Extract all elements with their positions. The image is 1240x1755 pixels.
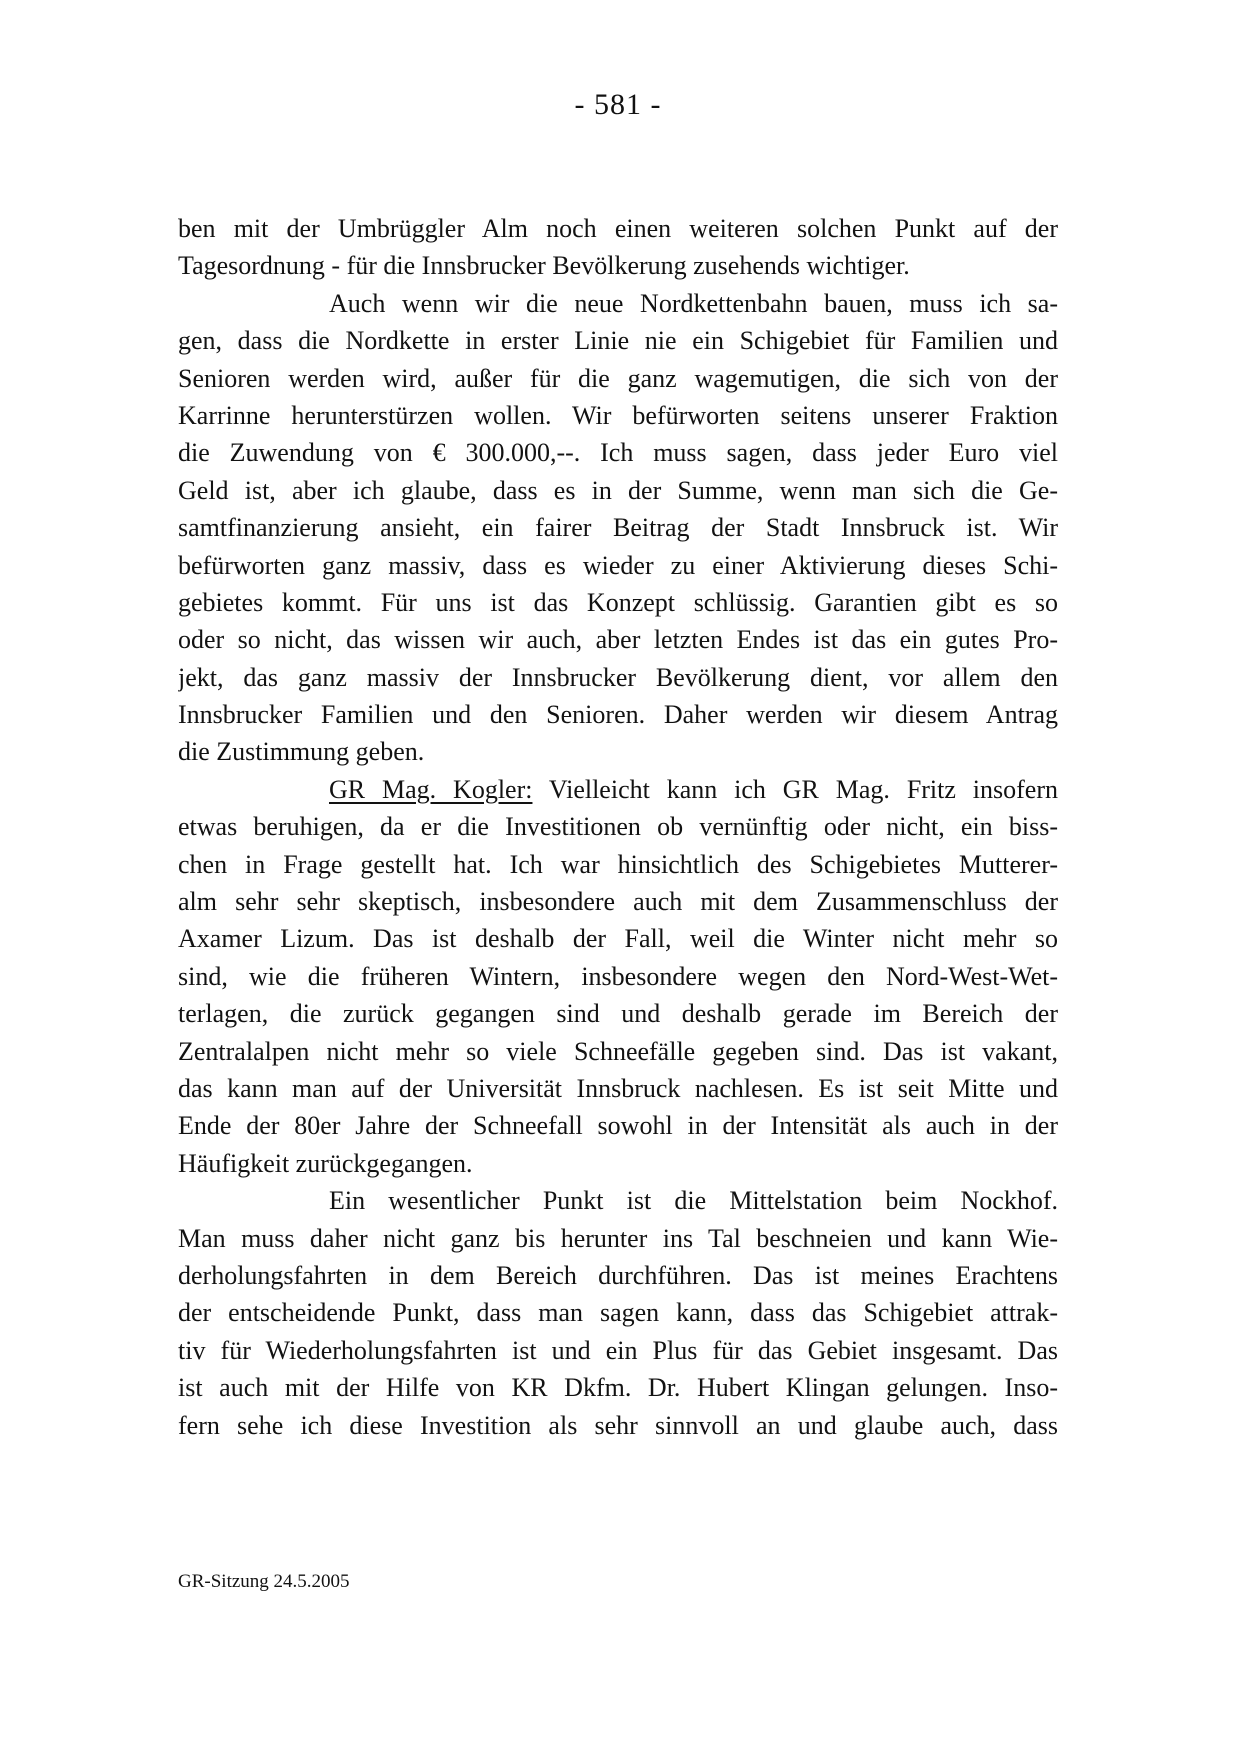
- text-line: die Zustimmung geben.: [178, 737, 425, 767]
- text-line: jekt, das ganz massiv der Innsbrucker Bevölkerung dient, vor allem den: [178, 662, 1058, 692]
- text-line: befürworten ganz massiv, dass es wieder zu einer Aktivierung dieses Schi-: [178, 550, 1058, 580]
- text-line: Ende der 80er Jahre der Schneefall sowohl in der Intensität als auch in der: [178, 1111, 1058, 1141]
- text-line: ben mit der Umbrüggler Alm noch einen weiteren solchen Punkt auf der: [178, 214, 1058, 243]
- text-line: Karrinne herunterstürzen wollen. Wir befürworten seitens unserer Fraktion: [178, 400, 1058, 430]
- text-line: derholungsfahrten in dem Bereich durchführen. Das ist meines Erachtens: [178, 1260, 1058, 1290]
- text-line: GR Mag. Kogler: Vielleicht kann ich GR Mag. Fritz insofern: [329, 774, 1058, 804]
- text-line: das kann man auf der Universität Innsbruck nachlesen. Es ist seit Mitte und: [178, 1073, 1058, 1103]
- page-number: - 581 -: [574, 88, 662, 121]
- text-line: die Zuwendung von € 300.000,--. Ich muss sagen, dass jeder Euro viel: [178, 438, 1058, 468]
- text-line: gen, dass die Nordkette in erster Linie nie ein Schigebiet für Familien und: [178, 326, 1058, 356]
- speaker-name: GR Mag. Kogler:: [329, 774, 533, 804]
- page-footer: GR-Sitzung 24.5.2005: [178, 1571, 350, 1592]
- text-line: alm sehr sehr skeptisch, insbesondere auch mit dem Zusammenschluss der: [178, 887, 1058, 917]
- text-line: Geld ist, aber ich glaube, dass es in der Summe, wenn man sich die Ge-: [178, 475, 1058, 505]
- text-line: oder so nicht, das wissen wir auch, aber letzten Endes ist das ein gutes Pro-: [178, 625, 1058, 655]
- text-line: terlagen, die zurück gegangen sind und deshalb gerade im Bereich der: [178, 999, 1058, 1029]
- text-line: ist auch mit der Hilfe von KR Dkfm. Dr. Hubert Klingan gelungen. Inso-: [178, 1373, 1058, 1403]
- text-line: samtfinanzierung ansieht, ein fairer Beitrag der Stadt Innsbruck ist. Wir: [178, 513, 1058, 543]
- text-line: Senioren werden wird, außer für die ganz wagemutigen, die sich von der: [178, 363, 1058, 393]
- text-line: Auch wenn wir die neue Nordkettenbahn bauen, muss ich sa-: [329, 288, 1058, 318]
- text-line: der entscheidende Punkt, dass man sagen kann, dass das Schigebiet attrak-: [178, 1298, 1058, 1328]
- text-line: tiv für Wiederholungsfahrten ist und ein Plus für das Gebiet insgesamt. Das: [178, 1335, 1058, 1365]
- text-line: Man muss daher nicht ganz bis herunter ins Tal beschneien und kann Wie-: [178, 1223, 1058, 1253]
- text-line: Innsbrucker Familien und den Senioren. Daher werden wir diesem Antrag: [178, 700, 1058, 730]
- text-line: Axamer Lizum. Das ist deshalb der Fall, weil die Winter nicht mehr so: [178, 924, 1058, 954]
- text-line: Häufigkeit zurückgegangen.: [178, 1148, 473, 1178]
- text-line: chen in Frage gestellt hat. Ich war hinsichtlich des Schigebietes Mutterer-: [178, 849, 1058, 879]
- document-body: [178, 210, 1058, 1444]
- text-line: gebietes kommt. Für uns ist das Konzept schlüssig. Garantien gibt es so: [178, 587, 1058, 617]
- text-line: Ein wesentlicher Punkt ist die Mittelstation beim Nockhof.: [329, 1186, 1058, 1216]
- text-line: fern sehe ich diese Investition als sehr sinnvoll an und glaube auch, dass: [178, 1410, 1058, 1440]
- text-line: sind, wie die früheren Wintern, insbesondere wegen den Nord-West-Wet-: [178, 961, 1058, 991]
- text-line: Tagesordnung - für die Innsbrucker Bevölkerung zusehends wichtiger.: [178, 251, 910, 281]
- text-line: Zentralalpen nicht mehr so viele Schneefälle gegeben sind. Das ist vakant,: [178, 1036, 1058, 1066]
- text-line: etwas beruhigen, da er die Investitionen ob vernünftig oder nicht, ein biss-: [178, 812, 1058, 842]
